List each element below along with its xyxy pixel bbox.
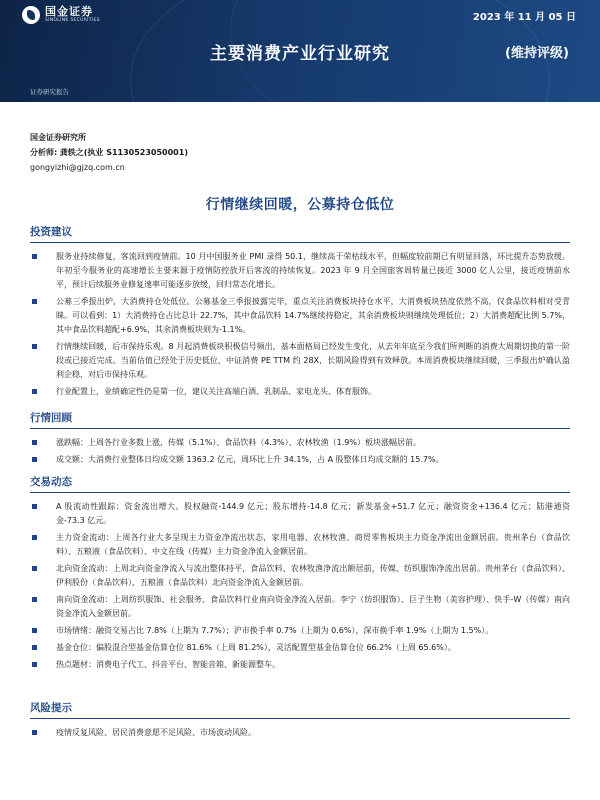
section-risk-warning — [30, 700, 570, 743]
square-bullet-icon — [32, 730, 37, 735]
square-bullet-icon — [32, 628, 37, 633]
institute-name: 国金证券研究所 — [30, 133, 86, 142]
report-title: 主要消费产业行业研究 — [210, 44, 390, 64]
list-item: 北向资金流动：上周北向资金净流入与流出整体持平，食品饮料、农林牧渔净流出额居前，传媒、纺织服饰净流出居前。贵州茅台（食品饮料）、伊利股份（食品饮料）、五粮液（食品饮料）北向资金净流入金额居前。 — [30, 562, 570, 590]
square-bullet-icon — [32, 254, 37, 259]
report-date: 2023 年 11 月 05 日 — [472, 12, 576, 23]
square-bullet-icon — [32, 344, 37, 349]
square-bullet-icon — [32, 389, 37, 394]
square-bullet-icon — [32, 566, 37, 571]
section-investment-advice — [30, 224, 570, 402]
author-info — [30, 130, 188, 175]
square-bullet-icon — [32, 662, 37, 667]
list-item: A 股流动性跟踪：资金流出增大。股权融资-144.9 亿元；股东增持-14.8 亿元；新发基金+51.7 亿元；融资资金+136.4 亿元；陆港通资金-73.3 亿元。 — [30, 500, 570, 528]
square-bullet-icon — [32, 440, 37, 445]
header-banner — [0, 0, 600, 102]
section-market-review — [30, 410, 570, 470]
square-bullet-icon — [32, 597, 37, 602]
analyst-name: 龚轶之(执业 S1130523050001) — [59, 148, 188, 157]
rating-label: (维持评级) — [505, 46, 569, 61]
list-item: 市场情绪：融资交易占比 7.8%（上期为 7.7%）；沪市换手率 0.7%（上期为 0.6%），深市换手率 1.9%（上期为 1.5%）。 — [30, 624, 570, 638]
list-item: 行业配置上，业绩确定性仍是第一位，建议关注高端白酒、乳制品、家电龙头、体育服饰。 — [30, 385, 570, 399]
square-bullet-icon — [32, 535, 37, 540]
logo-name-cn: 国金证券 — [45, 5, 93, 18]
logo-name-en: SINOLINK SECURITIES — [45, 18, 100, 23]
list-item: 主力资金流动：上周各行业大多呈现主力资金净流出状态，家用电器、农林牧渔、商贸零售板块主力资金净流出金额居前。贵州茅台（食品饮料）、五粮液（食品饮料）、中文在线（传媒）主力资金净流入金额居前。 — [30, 531, 570, 559]
square-bullet-icon — [32, 299, 37, 304]
report-subtitle: 行情继续回暖，公募持仓低位 — [205, 197, 395, 213]
list-item: 疫情反复风险、居民消费意愿不足风险、市场波动风险。 — [30, 726, 570, 740]
list-item: 服务业持续修复，客流回到疫情前。10 月中国服务业 PMI 录得 50.1，继续高于荣枯线水平，但幅度较前期已有明显回落，环比提升态势放缓。年初至今服务业的高速增长主要来源于疫情防控放开后客流的持续恢复。2023 年 9 月全国旅客周转量已接近 3000 亿人公里，接近疫情前水平，预计后续服务业修复速率可能逐步放缓，回归常态化增长。 — [30, 250, 570, 292]
list-item: 行情继续回暖，后市保持乐观。8 月起消费板块积极信号频出，基本面格局已经发生变化，从去年年底至今我们所判断的消费大周期切换的第一阶段或已接近完成。当前估值已经处于历史低位，中证消费 PE TTM 约 28X，长期风险得到有效释放。本周消费板块继续回暖，三季报出炉确认盈利企稳，对后市保持乐观。 — [30, 340, 570, 382]
company-logo — [22, 6, 100, 24]
section-heading: 行情回顾 — [30, 410, 570, 429]
list-item: 南向资金流动：上周纺织服饰、社会服务、食品饮料行业南向资金净流入居前。李宁（纺织服饰）、巨子生物（美容护理）、快手-W（传媒）南向资金净流入金额居前。 — [30, 593, 570, 621]
square-bullet-icon — [32, 645, 37, 650]
list-item: 成交额：大消费行业整体日均成交额 1363.2 亿元，周环比上升 34.1%，占 A 股整体日均成交额的 15.7%。 — [30, 453, 570, 467]
section-trading-dynamics — [30, 474, 570, 675]
analyst-email[interactable]: gongyizhi@gjzq.com.cn — [30, 163, 125, 172]
analyst-label: 分析师: — [30, 148, 58, 157]
list-item: 涨跌幅：上周各行业多数上涨，传媒（5.1%）、食品饮料（4.3%）、农林牧渔（1.9%）板块涨幅居前。 — [30, 436, 570, 450]
list-item: 热点题材：消费电子代工、抖音平台、智能音箱、新能源整车。 — [30, 658, 570, 672]
list-item: 公募三季报出炉，大消费持仓处低位。公募基金三季报披露完毕，重点关注消费板块持仓水平，大消费板块热度依然不高，仅食品饮料相对受青睐。可以看到：1）大消费持仓占比总计 22.7%，其中食品饮料 14.7%继续持稳定，其余消费板块则继续处理低位；2）大消费超配比例 5.7%，其中食品饮料超配+6.9%，其余消费板块则为-1.1%。 — [30, 295, 570, 337]
square-bullet-icon — [32, 457, 37, 462]
section-heading: 风险提示 — [30, 700, 570, 719]
list-item: 基金仓位：偏股混合型基金估算仓位 81.6%（上周 81.2%），灵活配置型基金估算仓位 66.2%（上周 65.6%）。 — [30, 641, 570, 655]
logo-mark-icon — [22, 6, 40, 24]
section-heading: 交易动态 — [30, 474, 570, 493]
section-heading: 投资建议 — [30, 224, 570, 243]
square-bullet-icon — [32, 504, 37, 509]
report-type: 证券研究报告 — [30, 88, 69, 96]
